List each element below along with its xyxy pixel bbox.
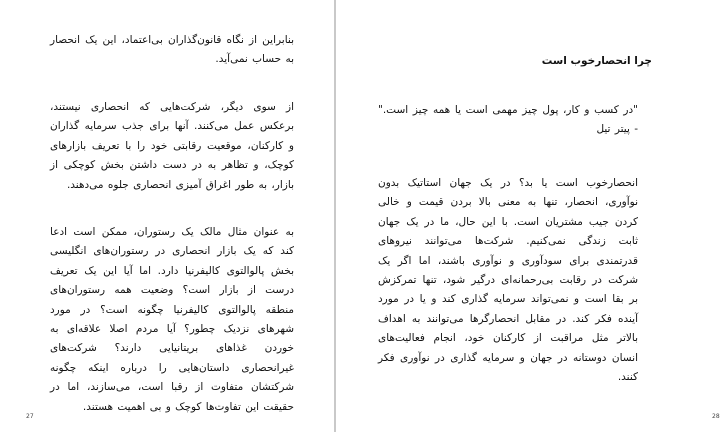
page-number-right: 28	[712, 413, 720, 420]
right-page	[336, 0, 720, 432]
paragraph-text: به عنوان مثال مالک یک رستوران، ممکن است ادعا کند که یک بازار انحصاری در رستوران‌های انگلیسی بخش پالوالتوی کالیفرنیا دارد. اما آیا این یک تعریف درست از بازار است؟ وضعیت همه رستوران‌های منطقه پالوالتوی کالیفرنیا چگونه است؟ در مورد شهرهای نزدیک چطور؟ آیا مردم اصلا علاقه‌ای به خوردن غذاهای بریتانیایی دارند؟ شرکت‌های غیرانحصاری داستان‌هایی را درباره اینکه چگونه شرکتشان متفاوت از رقبا است، می‌سازند، اما در حقیقت این تفاوت‌ها کوچک و بی اهمیت هستند.	[50, 226, 294, 413]
paragraph-text: بنابراین از نگاه قانون‌گذاران بی‌اعتماد، این یک انحصار به حساب نمی‌آید.	[50, 34, 294, 66]
page-number-left: 27	[26, 413, 34, 420]
right-paragraph-1	[378, 101, 638, 140]
left-paragraph-1	[50, 31, 294, 70]
right-paragraph-2	[378, 174, 638, 387]
left-page	[0, 0, 334, 432]
left-paragraph-2	[50, 98, 294, 195]
section-heading: چرا انحصارخوب است	[541, 55, 652, 67]
left-paragraph-3	[50, 223, 294, 417]
paragraph-text: از سوی دیگر، شرکت‌هایی که انحصاری نیستند، برعکس عمل می‌کنند. آنها برای جذب سرمایه گذاران و کارکنان، موقعیت رقابتی خود را با تعریف بازارهای کوچک، و تظاهر به در دست داشتن بخش کوچکی از بازار، به طور اغراق آمیزی انحصاری جلوه می‌دهند.	[50, 101, 294, 191]
paragraph-text: انحصارخوب است یا بد؟ در یک جهان استاتیک بدون نوآوری، انحصار، تنها به معنی بالا بردن قیمت و خالی کردن جیب مشتریان است. با این حال، ما در یک جهان ثابت زندگی نمی‌کنیم. شرکت‌ها می‌توانند نیروهای قدرتمندی برای سودآوری و نوآوری باشند، اما اگر یک شرکت در رقابت بی‌رحمانه‌ای درگیر شود، تنها تمرکزش بر بقا است و نمی‌تواند سرمایه گذاری کند و یا در مورد آینده فکر کند. در مقابل انحصارگرها می‌توانند به اهداف بالاتر مثل مراقبت از کارکنان خود، انجام فعالیت‌های انسان دوستانه در جهان و سرمایه گذاری در نوآوری فکر کنند.	[378, 177, 638, 384]
quote-text: "در کسب و کار، پول چیز مهمی است یا همه چیز است." - پیتر تیل	[378, 104, 638, 136]
